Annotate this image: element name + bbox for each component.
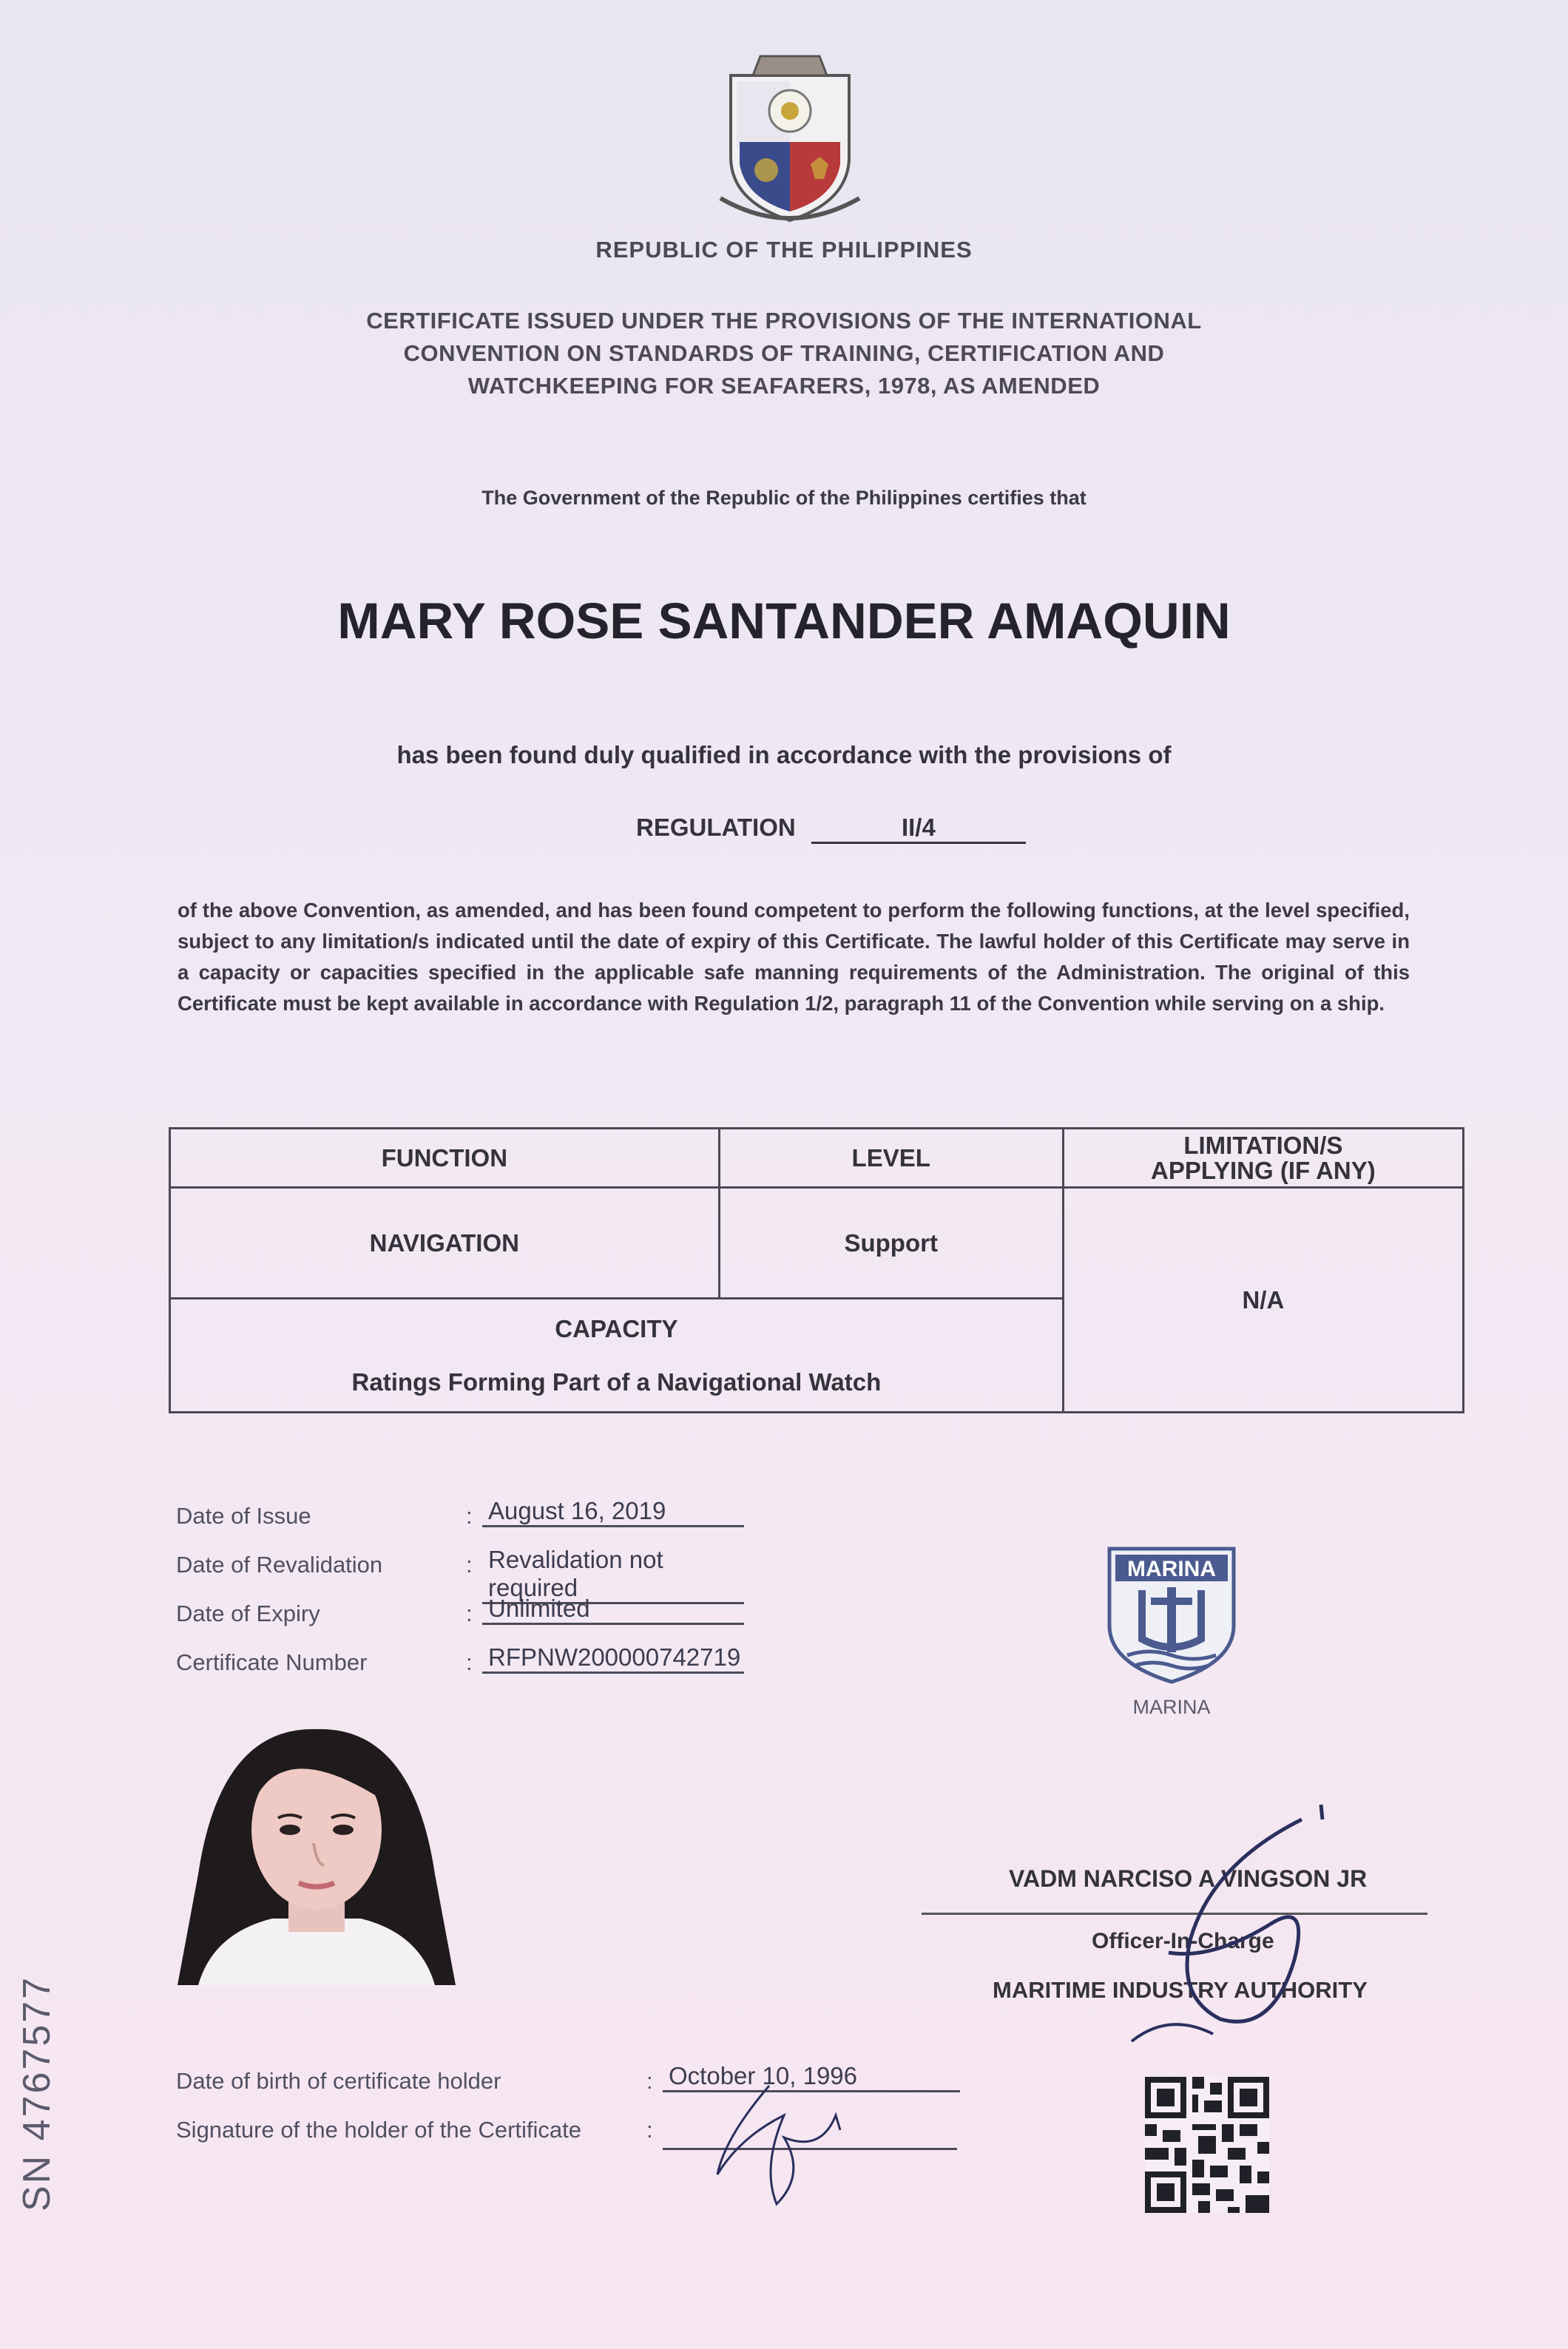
convention-statement bbox=[0, 305, 1568, 402]
certificate-number-value: RFPNW200000742719 bbox=[482, 1643, 744, 1674]
holder-signature-icon bbox=[695, 2071, 858, 2211]
regulation bbox=[636, 814, 1026, 844]
regulation-value: II/4 bbox=[811, 814, 1026, 844]
level-header: LEVEL bbox=[719, 1129, 1063, 1188]
date-of-revalidation-label: Date of Revalidation bbox=[176, 1552, 383, 1578]
date-of-expiry-label: Date of Expiry bbox=[176, 1601, 320, 1626]
signatory-name: VADM NARCISO A VINGSON JR bbox=[1009, 1865, 1368, 1892]
capacity-value: Ratings Forming Part of a Navigational Watch bbox=[351, 1368, 882, 1396]
philippine-seal-emblem bbox=[716, 53, 864, 225]
marina-badge-text: MARINA bbox=[1127, 1557, 1216, 1581]
date-of-birth-label: Date of birth of certificate holder bbox=[176, 2068, 501, 2094]
body-paragraph: of the above Convention, as amended, and has been found competent to perform the following functions, at the level specified, subject to any limitation/s indicated until the date of expiry of this Certificate. The lawful holder of this Certificate may serve in a capacity or capacities specified in the applicable safe manning requirements of the Administration. The original of this Certificate must be kept available in accordance with Regulation 1/2, paragraph 11 of the Convention while serving on a ship. bbox=[178, 899, 1410, 1015]
limitations-header-line2: APPLYING (IF ANY) bbox=[1151, 1156, 1376, 1184]
capacity-label: CAPACITY bbox=[555, 1314, 678, 1342]
convention-line-2: CONVENTION ON STANDARDS OF TRAINING, CERTIFICATION AND bbox=[403, 340, 1165, 366]
qr-code-icon bbox=[1145, 2077, 1269, 2213]
certificate-number-label: Certificate Number bbox=[176, 1649, 368, 1675]
signatory-title: Officer-In-Charge bbox=[1092, 1929, 1274, 1953]
limitations-header bbox=[1063, 1129, 1463, 1188]
limitations-header-line1: LIMITATION/S bbox=[1183, 1131, 1343, 1159]
function-value: NAVIGATION bbox=[170, 1188, 720, 1299]
serial-number: SN 4767577 bbox=[16, 1975, 58, 2211]
competency-table bbox=[169, 1127, 1464, 1413]
convention-line-3: WATCHKEEPING FOR SEAFARERS, 1978, AS AMENDED bbox=[467, 373, 1101, 399]
convention-line-1: CERTIFICATE ISSUED UNDER THE PROVISIONS OF THE INTERNATIONAL bbox=[366, 308, 1202, 334]
date-of-issue-colon: : bbox=[466, 1503, 473, 1529]
date-of-birth-colon: : bbox=[646, 2068, 653, 2094]
marina-caption: MARINA bbox=[1132, 1696, 1211, 1718]
holder-name: MARY ROSE SANTANDER AMAQUIN bbox=[337, 592, 1231, 649]
date-of-issue-label: Date of Issue bbox=[176, 1503, 311, 1529]
holder-signature-colon: : bbox=[646, 2117, 653, 2143]
level-value: Support bbox=[719, 1188, 1063, 1299]
certificate-number-colon: : bbox=[466, 1649, 473, 1675]
officer-signature-icon bbox=[1124, 1790, 1346, 2056]
republic-heading: REPUBLIC OF THE PHILIPPINES bbox=[595, 237, 973, 263]
qualified-statement: has been found duly qualified in accordance with the provisions of bbox=[396, 741, 1172, 768]
regulation-label: REGULATION bbox=[636, 814, 796, 841]
date-of-revalidation-colon: : bbox=[466, 1552, 473, 1578]
marina-logo bbox=[1105, 1544, 1238, 1718]
capacity-cell bbox=[170, 1299, 1064, 1413]
function-header: FUNCTION bbox=[170, 1129, 720, 1188]
certifies-statement: The Government of the Republic of the Philippines certifies that bbox=[481, 487, 1087, 509]
marina-shield-icon bbox=[1105, 1544, 1238, 1685]
issuing-authority: MARITIME INDUSTRY AUTHORITY bbox=[993, 1977, 1368, 2003]
date-of-revalidation-value: Revalidation not required bbox=[482, 1546, 744, 1604]
date-of-birth-value: October 10, 1996 bbox=[663, 2062, 960, 2092]
holder-photo bbox=[169, 1719, 459, 1985]
limitations-value: N/A bbox=[1063, 1188, 1463, 1413]
date-of-issue-value: August 16, 2019 bbox=[482, 1497, 744, 1527]
date-of-expiry-value: Unlimited bbox=[482, 1595, 744, 1625]
date-of-expiry-colon: : bbox=[466, 1601, 473, 1626]
holder-signature-label: Signature of the holder of the Certificate bbox=[176, 2117, 581, 2143]
